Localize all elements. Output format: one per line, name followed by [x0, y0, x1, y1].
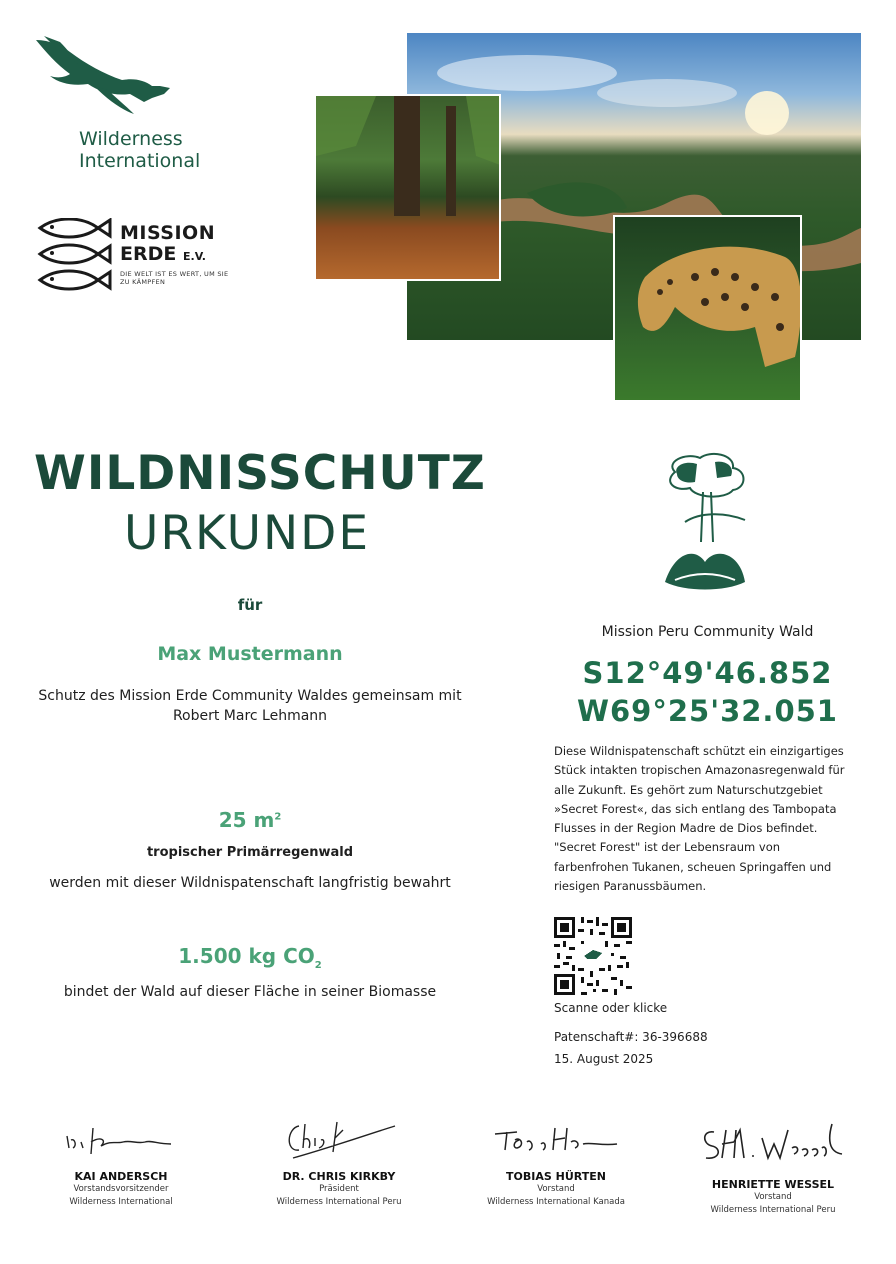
binds-text: bindet der Wald auf dieser Fläche in seiner Biomasse	[63, 984, 437, 1000]
location-name: Mission Peru Community Wald	[601, 624, 814, 640]
signatory-org: Wilderness International	[69, 1197, 173, 1207]
signatory-role: Vorstand	[754, 1192, 792, 1202]
eagle-icon	[34, 34, 174, 124]
jaguar-photo	[613, 215, 802, 402]
area-number: 25 m	[218, 808, 275, 832]
forest-type: tropischer Primärregenwald	[146, 845, 354, 860]
latitude: S12°49'46.852	[582, 656, 833, 690]
qr-caption: Scanne oder klicke	[554, 1001, 668, 1015]
for-label: für	[237, 596, 263, 614]
certificate-subtitle: URKUNDE	[124, 506, 371, 561]
mission-erde-erde: ERDE	[120, 243, 177, 265]
recipient-name: Max Mustermann	[157, 643, 343, 665]
sponsorship-number: Patenschaft#: 36-396688	[554, 1030, 708, 1044]
signatory-role: Präsident	[319, 1184, 359, 1194]
wi-name-line1: Wilderness	[79, 128, 183, 150]
fish-icon	[36, 218, 114, 294]
signatory-1	[16, 1118, 226, 1209]
signature-4	[698, 1118, 848, 1170]
signatory-role: Vorstandsvorsitzender	[73, 1184, 169, 1194]
certificate-title: WILDNISSCHUTZ	[34, 446, 486, 501]
longitude: W69°25'32.051	[577, 694, 838, 728]
signatory-3	[451, 1118, 661, 1209]
signatory-name: KAI ANDERSCH	[74, 1170, 168, 1183]
signatory-4	[668, 1118, 878, 1217]
rainforest-photo	[314, 94, 501, 281]
co2-number: 1.500 kg CO	[178, 944, 315, 968]
signature-1	[61, 1118, 181, 1162]
area-value	[20, 808, 480, 832]
location-description: Diese Wildnispatenschaft schützt ein einzigartiges Stück intakten tropischen Amazonasregenwald für alle Zukunft. Es gehört zum Naturschutzgebiet »Secret Forest«, das sich entlang des Tambopata Flusses in der Region Madre de Dios befindet. "Secret Forest" ist der Lebensraum von farbenfrohen Tukanen, scheuen Springaffen und riesigen Paranussbäumen.	[554, 744, 845, 894]
mission-erde-suffix: E.V.	[183, 250, 206, 263]
signature-2	[279, 1118, 399, 1162]
signatory-org: Wilderness International Peru	[710, 1205, 836, 1215]
qr-code[interactable]	[554, 917, 632, 995]
co2-value	[20, 944, 480, 971]
wilderness-international-name	[79, 128, 200, 172]
wi-name-line2: International	[79, 150, 201, 172]
tree-illustration	[655, 452, 755, 602]
signatory-name: DR. CHRIS KIRKBY	[282, 1170, 396, 1183]
signature-3	[491, 1118, 621, 1162]
signatory-2	[234, 1118, 444, 1209]
signatory-org: Wilderness International Peru	[276, 1197, 402, 1207]
area-unit-sup: 2	[274, 811, 282, 823]
signatory-org: Wilderness International Kanada	[487, 1197, 625, 1207]
signatory-name: HENRIETTE WESSEL	[711, 1178, 835, 1191]
issue-date: 15. August 2025	[554, 1052, 654, 1066]
co2-sub: 2	[314, 960, 322, 971]
mission-erde-line2	[120, 243, 206, 265]
mission-erde-logo	[36, 218, 236, 298]
signatory-name: TOBIAS HÜRTEN	[506, 1170, 606, 1183]
mission-erde-line1: MISSION	[120, 222, 216, 244]
preserve-text: werden mit dieser Wildnispatenschaft langfristig bewahrt	[49, 875, 451, 891]
signatory-role: Vorstand	[537, 1184, 575, 1194]
protection-text: Schutz des Mission Erde Community Waldes gemeinsam mit Robert Marc Lehmann	[38, 688, 462, 724]
wilderness-international-logo	[34, 34, 234, 174]
mission-erde-tagline: DIE WELT IST ES WERT, UM SIE ZU KÄMPFEN	[120, 270, 229, 286]
